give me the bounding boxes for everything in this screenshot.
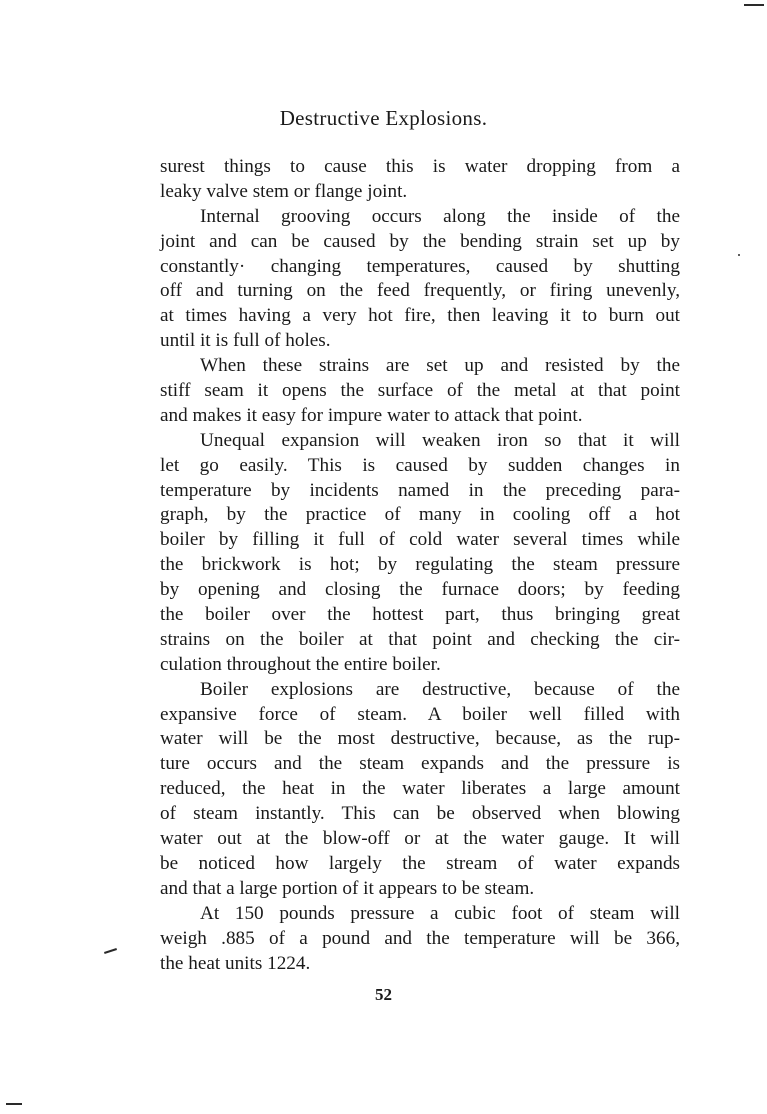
- text-line: reduced, the heat in the water liberates a large amount: [160, 778, 680, 800]
- body-text: [160, 155, 680, 976]
- text-line: At 150 pounds pressure a cubic foot of steam will: [200, 902, 680, 924]
- text-line: Internal grooving occurs along the inside of the: [200, 205, 680, 227]
- text-line: constantly· changing temperatures, caused by shutting: [160, 255, 680, 277]
- text-line: and makes it easy for impure water to attack that point.: [160, 404, 583, 426]
- text-line: boiler by filling it full of cold water several times while: [160, 529, 680, 551]
- text-line: and that a large portion of it appears to be steam.: [160, 877, 535, 899]
- text-line: the boiler over the hottest part, thus bringing great: [160, 604, 680, 626]
- text-line: by opening and closing the furnace doors; by feeding: [160, 579, 680, 601]
- text-line: of steam instantly. This can be observed when blowing: [160, 803, 680, 825]
- text-line: at times having a very hot fire, then leaving it to burn out: [160, 305, 680, 327]
- text-line: weigh .885 of a pound and the temperature will be 366,: [160, 927, 680, 949]
- paragraph: [160, 678, 680, 902]
- text-line: expansive force of steam. A boiler well filled with: [160, 703, 680, 725]
- text-line: water will be the most destructive, because, as the rup-: [160, 728, 680, 750]
- paragraph: [160, 354, 680, 429]
- text-line: be noticed how largely the stream of water expands: [160, 852, 680, 874]
- text-line: the brickwork is hot; by regulating the steam pressure: [160, 554, 680, 576]
- text-line: Boiler explosions are destructive, because of the: [200, 678, 680, 700]
- text-line: the heat units 1224.: [160, 952, 311, 974]
- text-line: off and turning on the feed frequently, or firing unevenly,: [160, 280, 680, 302]
- page-number: 52: [375, 985, 392, 1004]
- scan-mark: [744, 4, 764, 6]
- scan-mark: [738, 254, 740, 256]
- paragraph: [160, 429, 680, 678]
- text-line: until it is full of holes.: [160, 330, 331, 352]
- paragraph: [160, 155, 680, 205]
- text-line: strains on the boiler at that point and checking the cir-: [160, 628, 680, 650]
- text-line: When these strains are set up and resisted by the: [200, 355, 680, 377]
- text-line: leaky valve stem or flange joint.: [160, 180, 408, 202]
- running-head: Destructive Explosions.: [279, 106, 488, 130]
- text-line: stiff seam it opens the surface of the metal at that point: [160, 380, 680, 402]
- text-line: temperature by incidents named in the preceding para-: [160, 479, 680, 501]
- text-line: let go easily. This is caused by sudden changes in: [160, 454, 680, 476]
- paragraph: [160, 902, 680, 977]
- scan-mark: [6, 1103, 22, 1105]
- text-line: graph, by the practice of many in cooling off a hot: [160, 504, 680, 526]
- text-line: joint and can be caused by the bending strain set up by: [160, 230, 680, 252]
- text-line: water out at the blow-off or at the water gauge. It will: [160, 828, 680, 850]
- text-line: surest things to cause this is water dropping from a: [160, 156, 680, 177]
- paragraph: [160, 205, 680, 354]
- text-line: ture occurs and the steam expands and the pressure is: [160, 753, 680, 775]
- scan-mark: [104, 948, 117, 954]
- text-line: Unequal expansion will weaken iron so that it will: [200, 429, 680, 451]
- text-line: culation throughout the entire boiler.: [160, 653, 441, 675]
